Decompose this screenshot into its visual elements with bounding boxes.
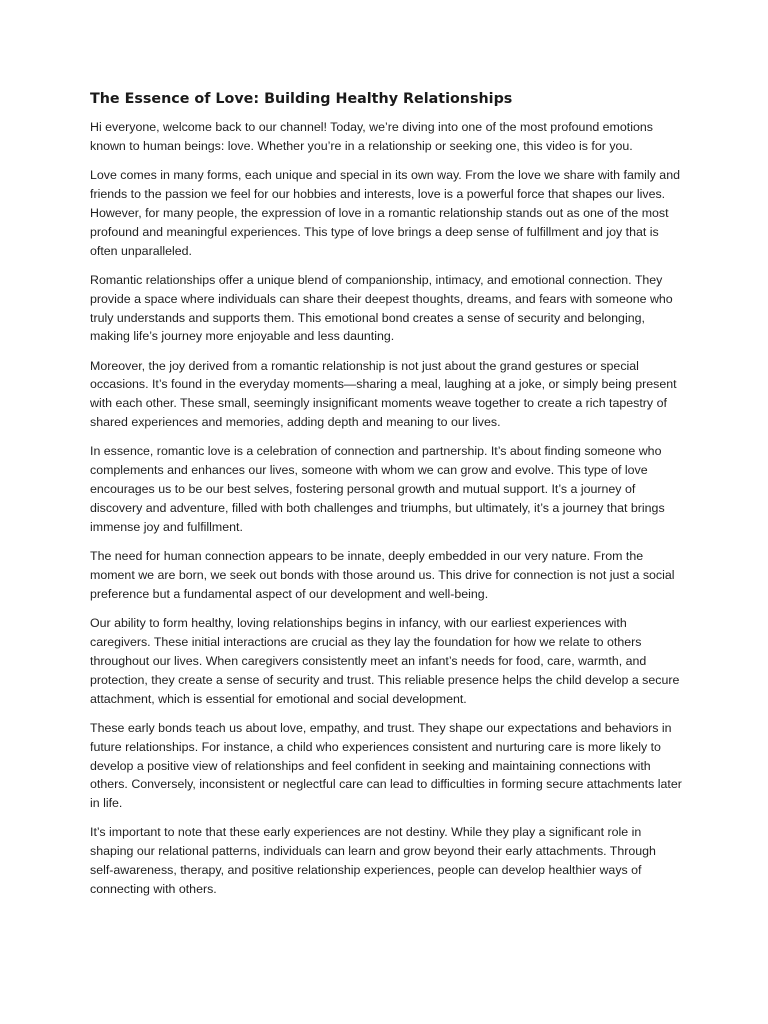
document-page <box>90 88 682 909</box>
document-title: The Essence of Love: Building Healthy Relationships <box>90 91 513 107</box>
paragraph-not-destiny: It’s important to note that these early experiences are not destiny. While they play a significant role in shaping our relational patterns, individuals can learn and grow beyond their early attachments. Through self-awareness, therapy, and positive relationship experiences, people can develop healthier ways of connecting with others. <box>90 825 656 897</box>
paragraph-infancy: Our ability to form healthy, loving relationships begins in infancy, with our earliest experiences with caregivers. These initial interactions are crucial as they lay the foundation for how we relate to others throughout our lives. When caregivers consistently meet an infant’s needs for food, care, warmth, and protection, they create a sense of security and trust. This reliable presence helps the child develop a secure attachment, which is essential for emotional and social development. <box>90 615 680 706</box>
paragraph-early-bonds: These early bonds teach us about love, empathy, and trust. They shape our expectations and behaviors in future relationships. For instance, a child who experiences consistent and nurturing care is more likely to develop a positive view of relationships and feel confident in seeking and maintaining connections with others. Conversely, inconsistent or neglectful care can lead to difficulties in forming secure attachments later in life. <box>90 720 682 811</box>
paragraph-romantic-relationships: Romantic relationships offer a unique blend of companionship, intimacy, and emotional connection. They provide a space where individuals can share their deepest thoughts, dreams, and fears with someone who truly understands and supports them. This emotional bond creates a sense of security and belonging, making life’s journey more enjoyable and less daunting. <box>90 272 673 344</box>
paragraph-everyday-joy: Moreover, the joy derived from a romantic relationship is not just about the grand gestures or special occasions. It’s found in the everyday moments—sharing a meal, laughing at a joke, or simply being present with each other. These small, seemingly insignificant moments weave together to create a rich tapestry of shared experiences and memories, adding depth and meaning to our lives. <box>90 358 677 430</box>
paragraph-innate-need: The need for human connection appears to be innate, deeply embedded in our very nature. From the moment we are born, we seek out bonds with those around us. This drive for connection is not just a social preference but a fundamental aspect of our development and well-being. <box>90 549 675 601</box>
paragraph-celebration-of-connection: In essence, romantic love is a celebration of connection and partnership. It’s about finding someone who complements and enhances our lives, someone with whom we can grow and evolve. This type of love encourages us to be our best selves, fostering personal growth and mutual support. It’s a journey of discovery and adventure, filled with both challenges and triumphs, but ultimately, it’s a journey that brings immense joy and fulfillment. <box>90 444 665 534</box>
paragraph-forms-of-love: Love comes in many forms, each unique and special in its own way. From the love we share with family and friends to the passion we feel for our hobbies and interests, love is a powerful force that shapes our lives. However, for many people, the expression of love in a romantic relationship stands out as one of the most profound and meaningful experiences. This type of love brings a deep sense of fulfillment and joy that is often unparalleled. <box>90 168 680 258</box>
paragraph-intro: Hi everyone, welcome back to our channel! Today, we’re diving into one of the most profound emotions known to human beings: love. Whether you’re in a relationship or seeking one, this video is for you. <box>90 120 653 153</box>
